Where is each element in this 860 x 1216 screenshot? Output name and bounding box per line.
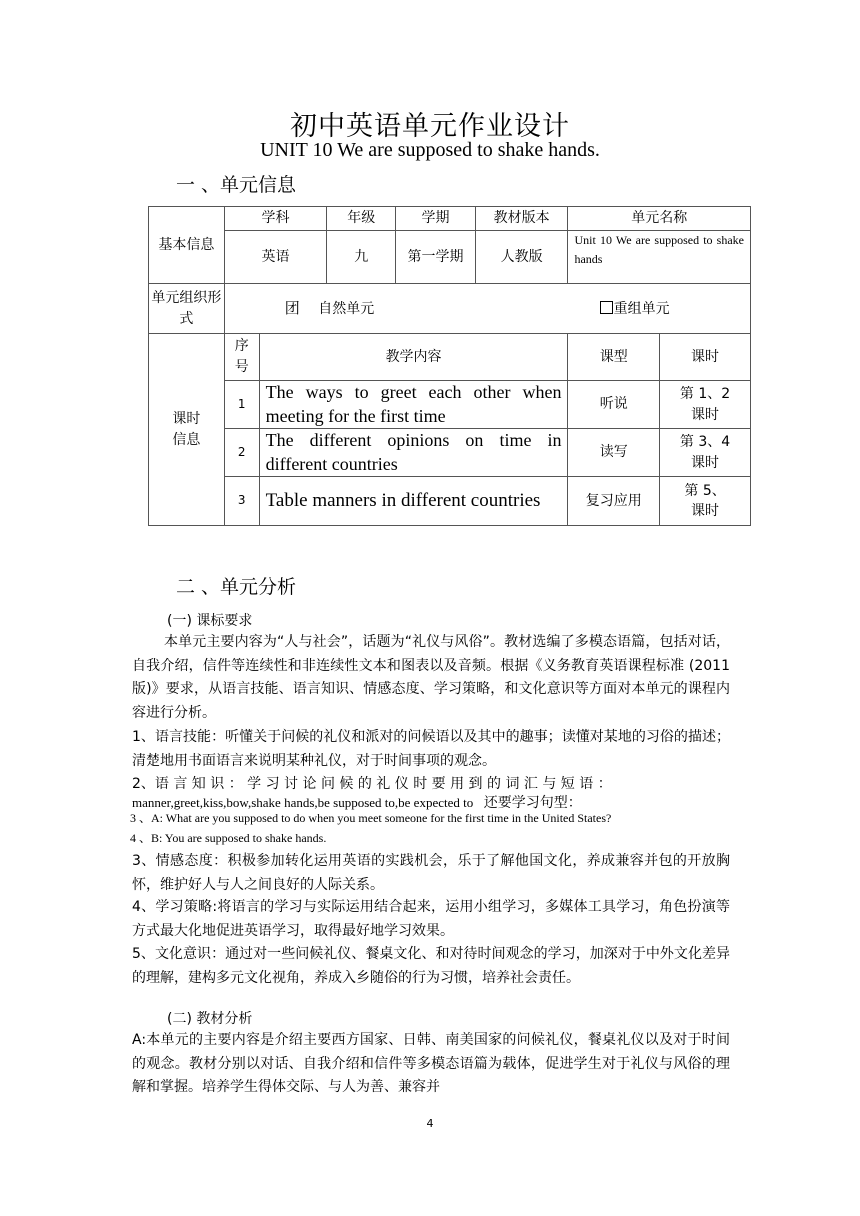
paragraph-language-knowledge-words: manner,greet,kiss,bow,shake hands,be supposed to,be expected to 还要学习句型： (132, 795, 582, 811)
table-row (149, 477, 751, 526)
paragraph-language-knowledge: 2、语 言 知 识 ： 学 习 讨 论 问 候 的 礼 仪 时 要 用 到 的 词 汇 与 短 语 ： (132, 776, 612, 792)
value-unit-name: Unit 10 We are supposed to shake hands (568, 231, 751, 284)
lesson-info-label: 课时信息 (149, 334, 225, 526)
paragraph-language-skills: 1、语言技能：听懂关于问候的礼仪和派对的问候语以及其中的趣事；读懂对某地的习俗的描述；清楚地用书面语言来说明某种礼仪，对于时间事项的观念。 (132, 729, 730, 769)
header-unit-name: 单元名称 (568, 207, 751, 231)
unit-info-table (148, 206, 751, 526)
document-title: 初中英语单元作业设计 (290, 111, 570, 142)
basic-info-label: 基本信息 (149, 207, 225, 284)
header-term: 学期 (396, 207, 476, 231)
header-type: 课型 (568, 334, 660, 381)
header-content: 教学内容 (259, 334, 568, 381)
organization-options (224, 284, 750, 334)
lesson-hours: 第 1、2 课时 (660, 381, 751, 429)
regroup-unit-option: 重组单元 (600, 301, 670, 317)
sentence-pattern-a: 3 、A: What are you supposed to do when you meet someone for the first time in the United States? (130, 811, 612, 825)
organization-label: 单元组织形式 (149, 284, 225, 334)
natural-unit-option: 自然单元 (318, 300, 375, 317)
lesson-type: 复习应用 (568, 477, 660, 526)
subheading-textbook-analysis: (二) 教材分析 (167, 1011, 253, 1027)
value-subject: 英语 (224, 231, 327, 284)
header-seq: 序号 (224, 334, 259, 381)
natural-unit-mark: 团 (284, 298, 300, 317)
value-term: 第一学期 (396, 231, 476, 284)
paragraph-strategy: 4、学习策略:将语言的学习与实际运用结合起来，运用小组学习，多媒体工具学习，角色扮演等方式最大化地促进英语学习，取得最好地学习效果。 (132, 899, 730, 939)
sentence-pattern-b: 4 、B: You are supposed to shake hands. (130, 831, 327, 845)
header-grade: 年级 (327, 207, 396, 231)
lesson-no: 3 (224, 477, 259, 526)
lesson-content: Table manners in different countries (259, 477, 568, 526)
header-hours: 课时 (660, 334, 751, 381)
paragraph-culture: 5、文化意识：通过对一些问候礼仪、餐桌文化、和对待时间观念的学习，加深对于中外文化差异的理解，建构多元文化视角，养成入乡随俗的行为习惯，培养社会责任。 (132, 946, 730, 986)
lesson-type: 读写 (568, 429, 660, 477)
paragraph-emotion: 3、情感态度：积极参加转化运用英语的实践机会，乐于了解他国文化，养成兼容并包的开放胸怀，维护好人与人之间良好的人际关系。 (132, 853, 730, 893)
lesson-no: 2 (224, 429, 259, 477)
section-heading-unit-analysis: 二 、单元分析 (176, 576, 297, 598)
table-row (149, 429, 751, 477)
checkbox-icon (600, 301, 613, 314)
lesson-content: The ways to greet each other when meeting for the first time (259, 381, 568, 429)
lesson-type: 听说 (568, 381, 660, 429)
page-number: 4 (426, 1117, 434, 1130)
header-textbook: 教材版本 (475, 207, 568, 231)
section-heading-unit-info: 一 、单元信息 (176, 174, 297, 196)
paragraph-intro: 本单元主要内容为“人与社会”，话题为“礼仪与风俗”。教材选编了多模态语篇，包括对话，自我介绍，信件等连续性和非连续性文本和图表以及音频。根据《义务教育英语课程标准 (2011版)》要求，从语言技能、语言知识、情感态度、学习策略，和文化意识等方面对本单元的课程内容进行分析。 (132, 634, 730, 721)
value-textbook: 人教版 (475, 231, 568, 284)
document-subtitle: UNIT 10 We are supposed to shake hands. (260, 139, 600, 161)
value-grade: 九 (327, 231, 396, 284)
table-row (149, 381, 751, 429)
lesson-content: The different opinions on time in different countries (259, 429, 568, 477)
lesson-hours: 第 3、4 课时 (660, 429, 751, 477)
lesson-no: 1 (224, 381, 259, 429)
subheading-curriculum: (一) 课标要求 (167, 613, 253, 629)
lesson-hours: 第 5、课时 (660, 477, 751, 526)
paragraph-textbook-analysis: A:本单元的主要内容是介绍主要西方国家、日韩、南美国家的问候礼仪，餐桌礼仪以及对于时间的观念。教材分别以对话、自我介绍和信件等多模态语篇为载体，促进学生对于礼仪与风俗的理解和掌握。培养学生得体交际、与人为善、兼容并 (132, 1032, 730, 1096)
header-subject: 学科 (224, 207, 327, 231)
